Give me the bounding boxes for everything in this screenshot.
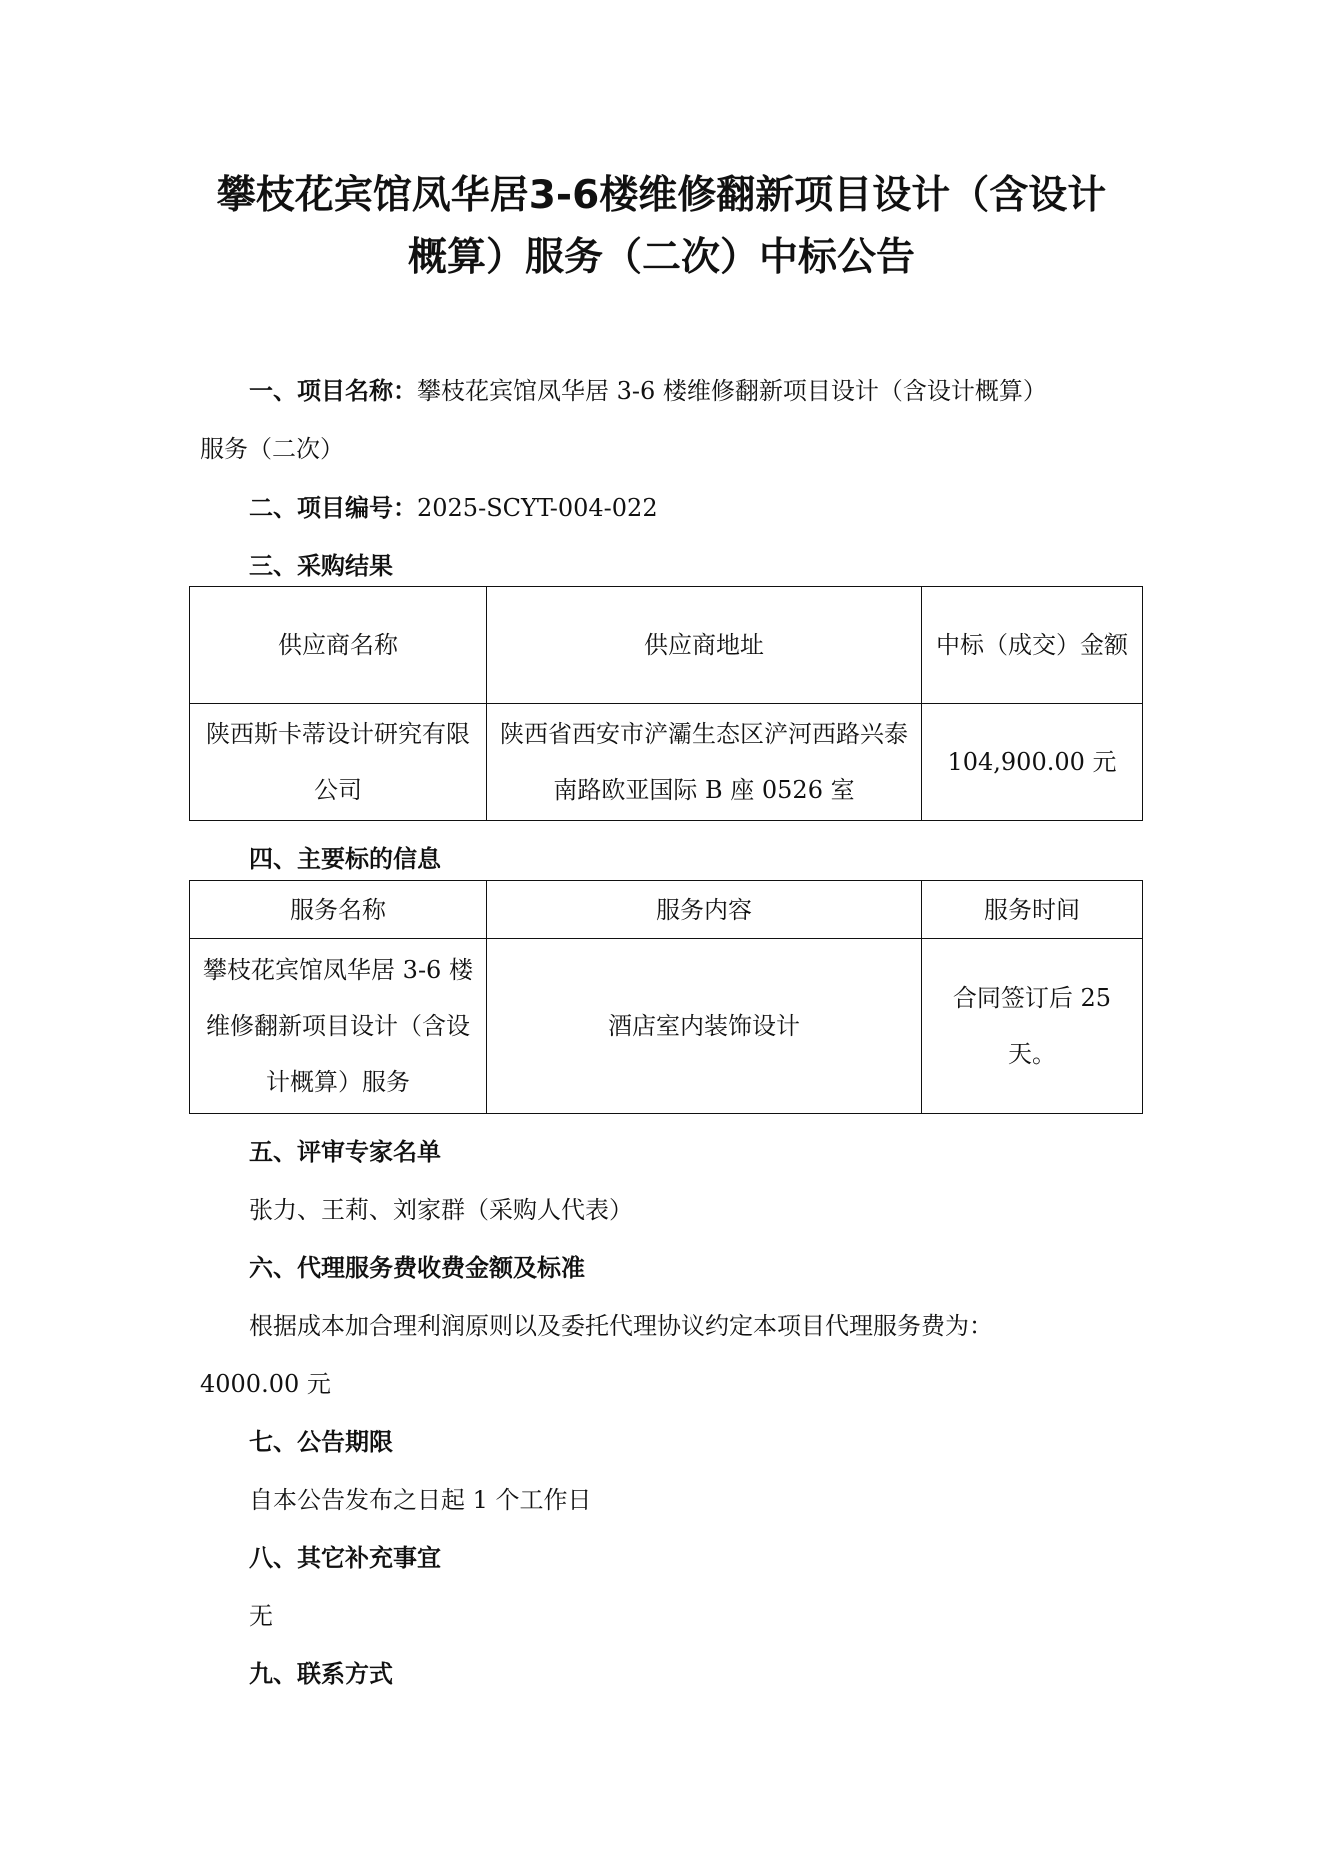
service-time-cell: 合同签订后 25 天。 (922, 939, 1143, 1114)
experts-list: 张力、王莉、刘家群（采购人代表） (249, 1196, 633, 1224)
service-content-cell: 酒店室内装饰设计 (487, 939, 922, 1114)
header-service-time: 服务时间 (922, 881, 1143, 939)
header-award-amount: 中标（成交）金额 (922, 587, 1143, 704)
agency-fee-amount: 4000.00 元 (200, 1370, 331, 1398)
section-project-number (249, 490, 658, 526)
table-row (190, 939, 1143, 1114)
service-name-cell: 攀枝花宾馆凤华居 3-6 楼维修翻新项目设计（含设计概算）服务 (190, 939, 487, 1114)
table-row (190, 704, 1143, 821)
procurement-result-table (189, 586, 1143, 821)
section-project-name (249, 373, 1047, 409)
project-number-value: 2025-SCYT-004-022 (417, 494, 658, 522)
project-name-continuation: 服务（二次） (200, 435, 344, 463)
section-experts-heading: 五、评审专家名单 (249, 1138, 441, 1166)
award-amount-cell: 104,900.00 元 (922, 704, 1143, 821)
title-line-1: 攀枝花宾馆凤华居3-6楼维修翻新项目设计（含设计 (216, 173, 1107, 218)
header-supplier-name: 供应商名称 (190, 587, 487, 704)
header-supplier-address: 供应商地址 (487, 587, 922, 704)
announcement-title (190, 165, 1133, 289)
section-subject-info-heading: 四、主要标的信息 (249, 845, 441, 873)
title-line-2: 概算）服务（二次）中标公告 (407, 235, 915, 280)
section-contact-heading: 九、联系方式 (249, 1660, 393, 1688)
subject-info-table (189, 880, 1143, 1114)
section-agency-fee-heading: 六、代理服务费收费金额及标准 (249, 1254, 585, 1282)
project-name-label: 一、项目名称： (249, 377, 417, 405)
section-notice-period-heading: 七、公告期限 (249, 1428, 393, 1456)
table-header-row (190, 587, 1143, 704)
supplier-name-cell: 陕西斯卡蒂设计研究有限公司 (190, 704, 487, 821)
section-procurement-result-heading: 三、采购结果 (249, 552, 393, 580)
section-other-matters-heading: 八、其它补充事宜 (249, 1544, 441, 1572)
other-matters-text: 无 (249, 1602, 273, 1630)
supplier-address-cell: 陕西省西安市浐灞生态区浐河西路兴泰南路欧亚国际 B 座 0526 室 (487, 704, 922, 821)
project-number-label: 二、项目编号： (249, 494, 417, 522)
agency-fee-text: 根据成本加合理利润原则以及委托代理协议约定本项目代理服务费为： (249, 1312, 993, 1340)
header-service-name: 服务名称 (190, 881, 487, 939)
project-name-value: 攀枝花宾馆凤华居 3-6 楼维修翻新项目设计（含设计概算） (417, 377, 1047, 405)
table-header-row (190, 881, 1143, 939)
header-service-content: 服务内容 (487, 881, 922, 939)
notice-period-text: 自本公告发布之日起 1 个工作日 (249, 1486, 592, 1514)
